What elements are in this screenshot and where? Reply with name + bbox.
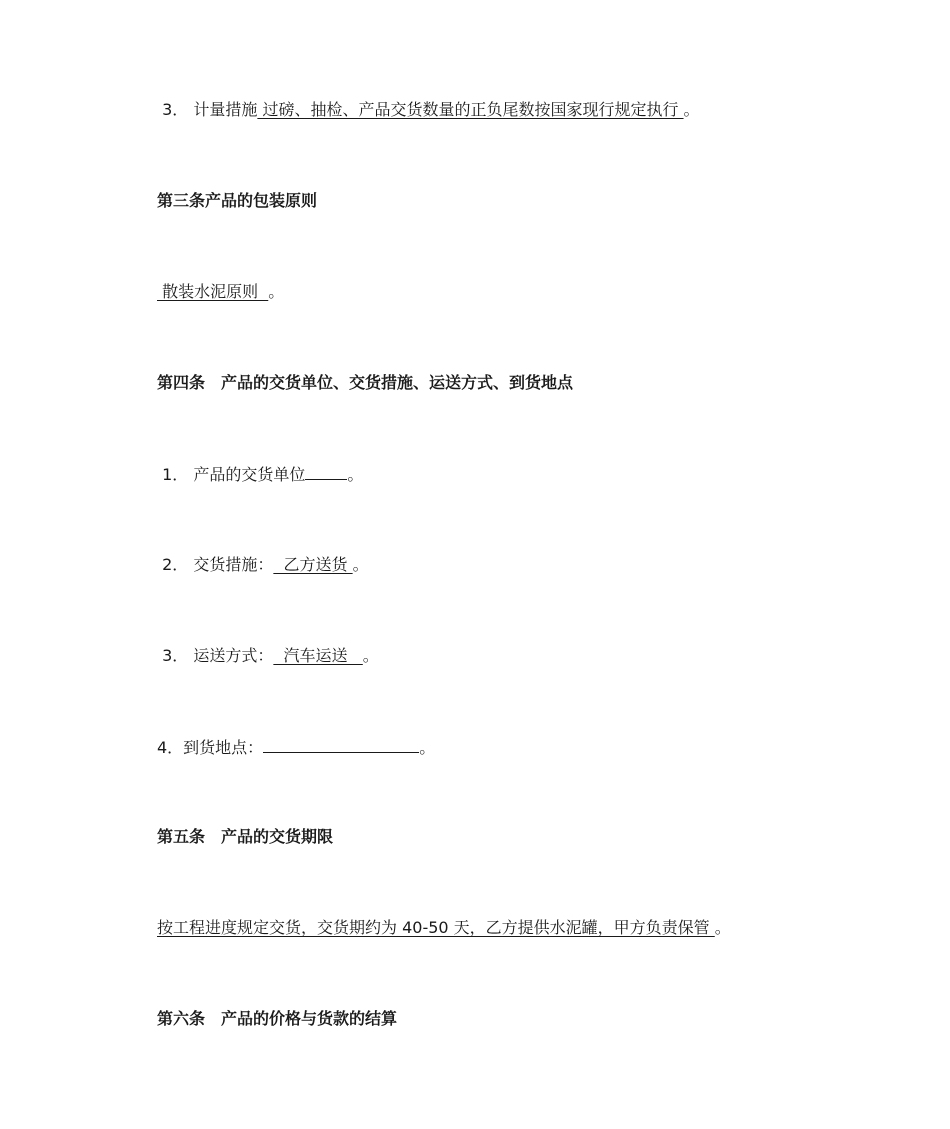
line-end-mark: 。 xyxy=(347,465,364,484)
line-end-mark: 。 xyxy=(683,100,700,119)
line-end-mark: 。 xyxy=(352,555,369,574)
line-end-mark: 。 xyxy=(419,738,436,757)
delivery-method-line xyxy=(157,554,369,576)
article-5-heading: 第五条 产品的交货期限 xyxy=(157,827,334,846)
item-number-text: 3． 计量措施 xyxy=(157,100,258,119)
arrival-location-line xyxy=(157,736,435,759)
transport-method-line xyxy=(157,645,379,667)
clause-measurement-line xyxy=(157,99,700,121)
item-label: 4．到货地点： xyxy=(157,738,264,757)
item-label: 3． 运送方式： xyxy=(157,646,274,665)
delivery-period-line xyxy=(157,917,731,939)
delivery-period-value: 按工程进度规定交货，交货期约为 40-50 天，乙方提供水泥罐，甲方负责保管 xyxy=(157,918,715,937)
line-end-mark: 。 xyxy=(714,918,731,937)
delivery-unit-blank[interactable] xyxy=(305,463,347,480)
article-6-heading: 第六条 产品的价格与货款的结算 xyxy=(157,1009,398,1028)
article-3-heading: 第三条产品的包装原则 xyxy=(157,191,318,210)
delivery-unit-line xyxy=(157,463,363,486)
arrival-location-blank[interactable] xyxy=(263,736,419,753)
delivery-method-value: 乙方送货 xyxy=(273,555,353,574)
line-end-mark: 。 xyxy=(362,646,379,665)
item-label: 1． 产品的交货单位 xyxy=(157,465,306,484)
packaging-value: 散装水泥原则 xyxy=(157,282,269,301)
measurement-value: 过磅、抽检、产品交货数量的正负尾数按国家现行规定执行 xyxy=(257,100,684,119)
item-label: 2． 交货措施： xyxy=(157,555,274,574)
article-4-heading: 第四条 产品的交货单位、交货措施、运送方式、到货地点 xyxy=(157,373,574,392)
packaging-principle-line xyxy=(157,281,284,303)
transport-method-value: 汽车运送 xyxy=(273,646,363,665)
line-end-mark: 。 xyxy=(268,282,285,301)
